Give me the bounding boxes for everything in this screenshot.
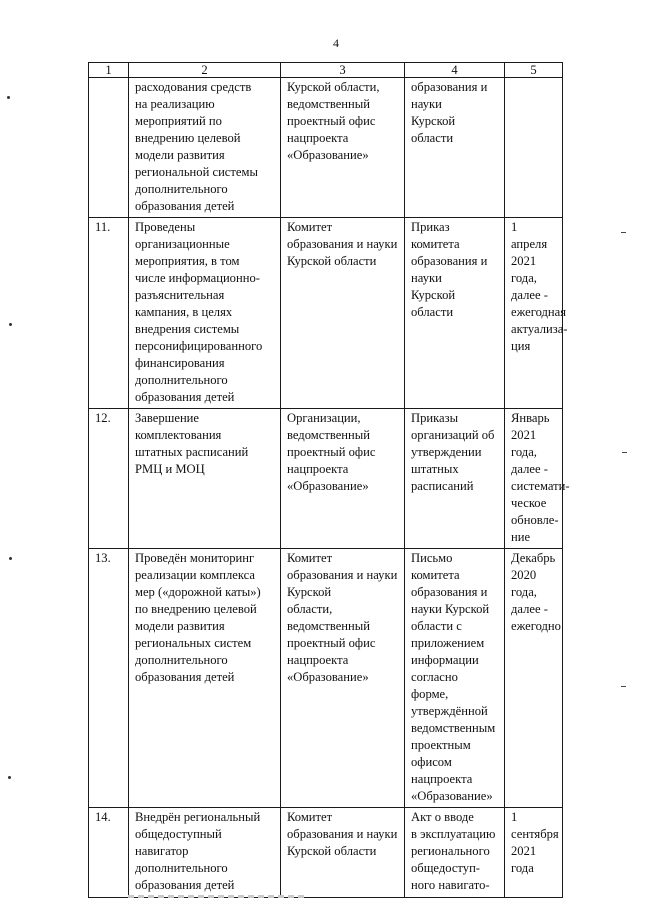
scan-speck — [9, 323, 12, 326]
table-row — [89, 78, 563, 218]
document-cell: Акт о вводе в эксплуатацию регионального общедоступ- ного навигато- — [405, 808, 505, 898]
row-number: 11. — [89, 218, 129, 409]
table-row — [89, 218, 563, 409]
action-plan-table — [88, 62, 570, 898]
table-header-row — [89, 63, 563, 78]
responsible-cell: Комитет образования и науки Курской области — [281, 808, 405, 898]
table-row — [89, 808, 563, 898]
document-cell: Приказ комитета образования и науки Курской области — [405, 218, 505, 409]
scan-speck — [7, 96, 10, 99]
responsible-cell: Курской области, ведомственный проектный офис нацпроекта «Образование» — [281, 78, 405, 218]
deadline-cell — [505, 78, 563, 218]
table-row — [89, 409, 563, 549]
event-cell: Внедрён региональный общедоступный навигатор дополнительного образования детей — [129, 808, 281, 898]
column-header-number: 1 — [89, 63, 129, 78]
scan-footer-noise — [128, 895, 308, 898]
row-number: 12. — [89, 409, 129, 549]
deadline-cell: 1 сентября 2021 года — [505, 808, 563, 898]
event-cell: Проведён мониторинг реализации комплекса мер («дорожной каты») по внедрению целевой модели развития региональных систем дополнительного образования детей — [129, 549, 281, 808]
column-header-responsible: 3 — [281, 63, 405, 78]
scan-speck — [621, 232, 626, 233]
document-cell: Письмо комитета образования и науки Курской области с приложением информации согласно форме, утверждённой ведомственным проектным офисом нацпроекта «Образование» — [405, 549, 505, 808]
responsible-cell: Комитет образования и науки Курской области, ведомственный проектный офис нацпроекта «Образование» — [281, 549, 405, 808]
event-cell: расходования средств на реализацию мероприятий по внедрению целевой модели развития региональной системы дополнительного образования детей — [129, 78, 281, 218]
document-cell: образования и науки Курской области — [405, 78, 505, 218]
event-cell: Завершение комплектования штатных расписаний РМЦ и МОЦ — [129, 409, 281, 549]
column-header-event: 2 — [129, 63, 281, 78]
scan-speck — [622, 452, 627, 453]
deadline-cell: Декабрь 2020 года, далее - ежегодно — [505, 549, 563, 808]
deadline-cell: 1 апреля 2021 года, далее - ежегодная актуализа- ция — [505, 218, 563, 409]
scan-speck — [621, 686, 626, 687]
page-number: 4 — [333, 36, 339, 50]
responsible-cell: Комитет образования и науки Курской области — [281, 218, 405, 409]
column-header-document: 4 — [405, 63, 505, 78]
row-number — [89, 78, 129, 218]
scan-speck — [8, 776, 11, 779]
responsible-cell: Организации, ведомственный проектный офис нацпроекта «Образование» — [281, 409, 405, 549]
scan-speck — [9, 557, 12, 560]
row-number: 13. — [89, 549, 129, 808]
row-number: 14. — [89, 808, 129, 898]
column-header-deadline: 5 — [505, 63, 563, 78]
document-cell: Приказы организаций об утверждении штатных расписаний — [405, 409, 505, 549]
table-row — [89, 549, 563, 808]
event-cell: Проведены организационные мероприятия, в том числе информационно- разъяснительная кампания, в целях внедрения системы персонифицированного финансирования дополнительного образования детей — [129, 218, 281, 409]
deadline-cell: Январь 2021 года, далее - системати- ческое обновле- ние — [505, 409, 563, 549]
